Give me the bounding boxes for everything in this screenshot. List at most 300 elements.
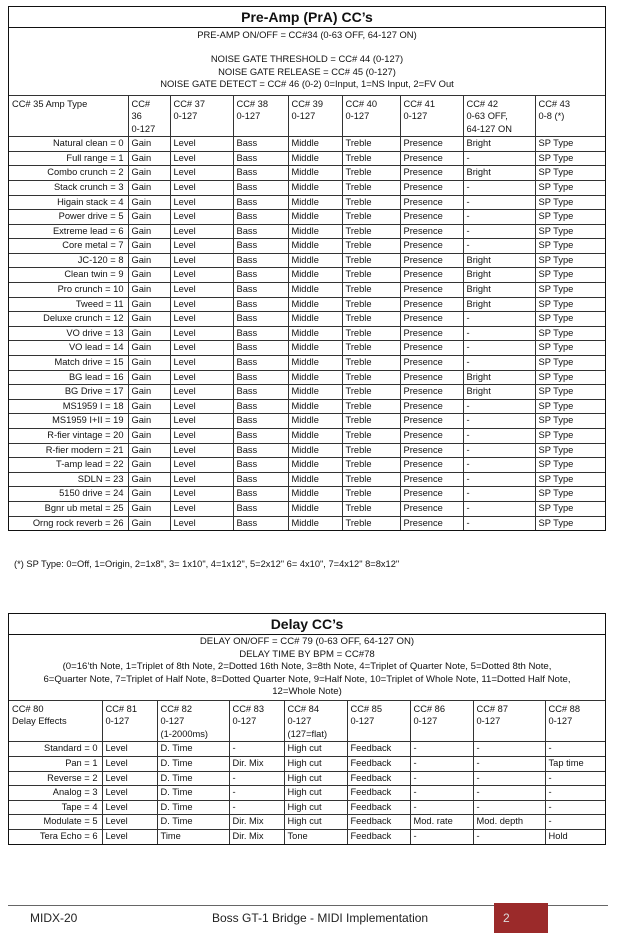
row-label: SDLN = 23: [9, 472, 128, 487]
table-cell: Treble: [342, 137, 400, 152]
table-cell: -: [410, 786, 473, 801]
table-cell: Level: [170, 297, 233, 312]
header-line: 0-63 OFF,: [466, 111, 508, 122]
table-cell: Middle: [288, 253, 342, 268]
delay-info-line: DELAY ON/OFF = CC# 79 (0-63 OFF, 64-127 ON): [199, 636, 415, 647]
table-cell: Level: [170, 312, 233, 327]
table-cell: SP Type: [535, 239, 605, 254]
table-cell: Tone: [284, 830, 347, 844]
table-cell: Gain: [128, 443, 170, 458]
header-line: 0-127: [232, 716, 257, 727]
table-row: [9, 487, 605, 502]
preamp-info-line: NOISE GATE RELEASE = CC# 45 (0-127): [218, 65, 396, 77]
row-label: Core metal = 7: [9, 239, 128, 254]
table-cell: Level: [170, 487, 233, 502]
header-line: CC# 40: [345, 98, 378, 109]
table-cell: Middle: [288, 516, 342, 530]
table-cell: Level: [170, 210, 233, 225]
table-cell: -: [410, 830, 473, 844]
table-cell: Presence: [400, 458, 463, 473]
table-cell: Level: [102, 771, 157, 786]
table-cell: Presence: [400, 137, 463, 152]
table-cell: Bass: [233, 210, 288, 225]
table-cell: Time: [157, 830, 229, 844]
delay-info: [9, 635, 605, 700]
table-cell: -: [463, 195, 535, 210]
table-cell: Middle: [288, 472, 342, 487]
delay-section: [8, 613, 606, 845]
delay-info-line: 12=Whole Note): [272, 686, 342, 698]
table-row: [9, 224, 605, 239]
table-cell: Bright: [463, 268, 535, 283]
table-cell: Gain: [128, 253, 170, 268]
table-cell: Presence: [400, 210, 463, 225]
header-line: 0-127: [291, 111, 316, 122]
table-row: [9, 757, 605, 772]
table-cell: Presence: [400, 326, 463, 341]
table-cell: Presence: [400, 487, 463, 502]
table-cell: Bright: [463, 370, 535, 385]
header-line: CC# 38: [236, 98, 269, 109]
table-row: [9, 429, 605, 444]
table-cell: Middle: [288, 312, 342, 327]
preamp-column-header: [9, 95, 128, 137]
table-cell: Middle: [288, 239, 342, 254]
row-label: MS1959 I = 18: [9, 399, 128, 414]
table-cell: Level: [102, 757, 157, 772]
table-cell: Treble: [342, 312, 400, 327]
table-cell: Gain: [128, 239, 170, 254]
table-row: [9, 180, 605, 195]
table-cell: -: [463, 239, 535, 254]
table-cell: Level: [170, 516, 233, 530]
table-cell: SP Type: [535, 341, 605, 356]
table-cell: D. Time: [157, 786, 229, 801]
table-cell: Bass: [233, 414, 288, 429]
table-cell: SP Type: [535, 399, 605, 414]
table-cell: Middle: [288, 443, 342, 458]
table-cell: Gain: [128, 399, 170, 414]
header-line: 64-127 ON: [466, 123, 512, 134]
header-line: 0-127: [160, 716, 185, 727]
table-cell: SP Type: [535, 210, 605, 225]
table-cell: Bright: [463, 297, 535, 312]
table-cell: Middle: [288, 385, 342, 400]
table-cell: Level: [102, 830, 157, 844]
preamp-column-header: [535, 95, 605, 137]
table-cell: Level: [170, 341, 233, 356]
table-cell: Treble: [342, 414, 400, 429]
table-cell: Bass: [233, 253, 288, 268]
header-line: 0-127: [131, 123, 156, 134]
table-row: [9, 370, 605, 385]
table-cell: Hold: [545, 830, 605, 844]
table-cell: -: [463, 429, 535, 444]
table-cell: Treble: [342, 210, 400, 225]
table-row: [9, 356, 605, 371]
header-line: CC# 41: [403, 98, 436, 109]
row-label: Standard = 0: [9, 742, 102, 757]
header-line: CC# 87: [476, 703, 509, 714]
table-row: [9, 195, 605, 210]
preamp-column-header: [288, 95, 342, 137]
preamp-info-line: NOISE GATE DETECT = CC# 46 (0-2) 0=Input, 1=NS Input, 2=FV Out: [160, 78, 454, 90]
table-cell: Bright: [463, 253, 535, 268]
table-cell: -: [463, 501, 535, 516]
table-cell: Treble: [342, 399, 400, 414]
table-cell: Level: [170, 137, 233, 152]
table-cell: Middle: [288, 356, 342, 371]
table-cell: -: [473, 771, 545, 786]
table-cell: -: [410, 742, 473, 757]
table-cell: -: [545, 786, 605, 801]
table-cell: Treble: [342, 472, 400, 487]
preamp-info-line: NOISE GATE THRESHOLD = CC# 44 (0-127): [210, 53, 404, 65]
table-cell: Bass: [233, 356, 288, 371]
table-cell: D. Time: [157, 815, 229, 830]
row-label: Combo crunch = 2: [9, 166, 128, 181]
table-cell: Middle: [288, 341, 342, 356]
table-row: [9, 326, 605, 341]
table-cell: Middle: [288, 458, 342, 473]
table-cell: Bass: [233, 180, 288, 195]
table-cell: Middle: [288, 151, 342, 166]
table-cell: D. Time: [157, 771, 229, 786]
table-cell: Gain: [128, 356, 170, 371]
table-cell: Gain: [128, 312, 170, 327]
table-cell: Dir. Mix: [229, 830, 284, 844]
table-cell: Middle: [288, 268, 342, 283]
table-row: [9, 815, 605, 830]
table-cell: Bass: [233, 151, 288, 166]
table-cell: SP Type: [535, 195, 605, 210]
table-row: [9, 385, 605, 400]
table-cell: Middle: [288, 283, 342, 298]
table-cell: SP Type: [535, 180, 605, 195]
table-cell: -: [463, 472, 535, 487]
delay-column-header: [473, 700, 545, 742]
table-cell: -: [463, 356, 535, 371]
table-cell: Presence: [400, 268, 463, 283]
table-cell: SP Type: [535, 472, 605, 487]
preamp-info-line: [9, 41, 605, 53]
table-cell: Bass: [233, 443, 288, 458]
footer-doc-id: MIDX-20: [30, 911, 78, 925]
table-cell: Bass: [233, 297, 288, 312]
table-cell: SP Type: [535, 268, 605, 283]
row-label: BG Drive = 17: [9, 385, 128, 400]
table-cell: Level: [170, 399, 233, 414]
table-cell: Treble: [342, 224, 400, 239]
table-cell: Gain: [128, 370, 170, 385]
table-cell: Presence: [400, 239, 463, 254]
table-cell: Bass: [233, 429, 288, 444]
table-cell: Gain: [128, 180, 170, 195]
header-line: CC# 86: [413, 703, 446, 714]
table-cell: Presence: [400, 356, 463, 371]
table-cell: Level: [170, 356, 233, 371]
table-cell: Feedback: [347, 800, 410, 815]
table-cell: Bass: [233, 487, 288, 502]
table-cell: Level: [170, 151, 233, 166]
table-cell: Presence: [400, 443, 463, 458]
table-cell: Treble: [342, 195, 400, 210]
table-cell: Bass: [233, 341, 288, 356]
header-line: 0-127: [105, 716, 130, 727]
preamp-section: [8, 6, 606, 531]
table-cell: Treble: [342, 429, 400, 444]
table-cell: Treble: [342, 326, 400, 341]
preamp-column-header: [128, 95, 170, 137]
table-cell: Level: [170, 268, 233, 283]
table-cell: Treble: [342, 268, 400, 283]
table-cell: Treble: [342, 166, 400, 181]
table-cell: SP Type: [535, 458, 605, 473]
header-line: CC#: [131, 98, 151, 109]
header-line: CC# 80: [12, 703, 44, 714]
table-cell: SP Type: [535, 166, 605, 181]
table-row: [9, 166, 605, 181]
row-label: R-fier vintage = 20: [9, 429, 128, 444]
table-cell: -: [545, 771, 605, 786]
table-row: [9, 239, 605, 254]
table-cell: -: [463, 443, 535, 458]
table-cell: SP Type: [535, 312, 605, 327]
table-cell: Gain: [128, 151, 170, 166]
table-row: [9, 268, 605, 283]
row-label: Natural clean = 0: [9, 137, 128, 152]
table-cell: Level: [170, 195, 233, 210]
row-label: JC-120 = 8: [9, 253, 128, 268]
table-cell: Feedback: [347, 771, 410, 786]
table-cell: -: [463, 326, 535, 341]
table-cell: SP Type: [535, 137, 605, 152]
table-cell: Gain: [128, 472, 170, 487]
table-cell: Middle: [288, 224, 342, 239]
table-cell: Gain: [128, 501, 170, 516]
header-line: Delay Effects: [12, 716, 67, 727]
table-cell: Bass: [233, 501, 288, 516]
row-label: MS1959 I+II = 19: [9, 414, 128, 429]
table-cell: Bright: [463, 166, 535, 181]
table-row: [9, 786, 605, 801]
table-cell: Treble: [342, 516, 400, 530]
table-cell: Presence: [400, 429, 463, 444]
table-cell: -: [463, 151, 535, 166]
delay-info-line: DELAY TIME BY BPM = CC#78: [239, 648, 375, 660]
table-cell: D. Time: [157, 800, 229, 815]
row-label: Bgnr ub metal = 25: [9, 501, 128, 516]
table-row: [9, 297, 605, 312]
table-row: [9, 137, 605, 152]
header-line: CC# 81: [105, 703, 138, 714]
table-cell: Treble: [342, 151, 400, 166]
header-line: 0-127: [548, 716, 573, 727]
table-cell: Treble: [342, 487, 400, 502]
row-label: Tera Echo = 6: [9, 830, 102, 844]
table-cell: Treble: [342, 297, 400, 312]
table-cell: Level: [170, 224, 233, 239]
table-cell: Bass: [233, 385, 288, 400]
row-label: 5150 drive = 24: [9, 487, 128, 502]
row-label: Higain stack = 4: [9, 195, 128, 210]
table-cell: -: [229, 786, 284, 801]
table-cell: Gain: [128, 487, 170, 502]
header-line: 0-127: [236, 111, 261, 122]
table-cell: Presence: [400, 472, 463, 487]
table-cell: Bass: [233, 268, 288, 283]
table-cell: -: [473, 757, 545, 772]
table-cell: SP Type: [535, 326, 605, 341]
table-cell: Presence: [400, 283, 463, 298]
page-number-badge: 2: [494, 903, 548, 933]
table-cell: Presence: [400, 180, 463, 195]
header-line: 0-8 (*): [538, 111, 565, 122]
table-cell: Presence: [400, 151, 463, 166]
header-line: CC# 82: [160, 703, 193, 714]
table-cell: Middle: [288, 429, 342, 444]
table-cell: Level: [170, 458, 233, 473]
table-cell: Treble: [342, 283, 400, 298]
table-cell: Dir. Mix: [229, 757, 284, 772]
table-row: [9, 399, 605, 414]
table-cell: SP Type: [535, 487, 605, 502]
table-cell: SP Type: [535, 385, 605, 400]
delay-column-header: [102, 700, 157, 742]
table-cell: Gain: [128, 385, 170, 400]
table-cell: High cut: [284, 757, 347, 772]
table-cell: -: [473, 830, 545, 844]
table-cell: Gain: [128, 516, 170, 530]
table-cell: High cut: [284, 742, 347, 757]
table-cell: Feedback: [347, 786, 410, 801]
table-cell: -: [545, 742, 605, 757]
table-cell: Level: [170, 385, 233, 400]
table-cell: Tap time: [545, 757, 605, 772]
table-cell: Gain: [128, 326, 170, 341]
table-cell: SP Type: [535, 443, 605, 458]
table-cell: Gain: [128, 210, 170, 225]
table-row: [9, 458, 605, 473]
table-row: [9, 501, 605, 516]
row-label: VO lead = 14: [9, 341, 128, 356]
delay-column-header: [410, 700, 473, 742]
table-cell: Level: [102, 742, 157, 757]
table-cell: -: [545, 815, 605, 830]
table-cell: Presence: [400, 516, 463, 530]
table-cell: Level: [102, 815, 157, 830]
table-cell: Presence: [400, 195, 463, 210]
header-line: (1-2000ms): [160, 728, 209, 739]
table-cell: Presence: [400, 385, 463, 400]
table-cell: -: [463, 458, 535, 473]
delay-column-header: [229, 700, 284, 742]
table-cell: Level: [170, 414, 233, 429]
table-cell: -: [545, 800, 605, 815]
table-cell: Level: [170, 472, 233, 487]
table-cell: Treble: [342, 458, 400, 473]
table-cell: Bass: [233, 458, 288, 473]
header-line: CC# 37: [173, 98, 206, 109]
row-label: Tweed = 11: [9, 297, 128, 312]
table-cell: Gain: [128, 137, 170, 152]
row-label: Extreme lead = 6: [9, 224, 128, 239]
table-cell: Bass: [233, 224, 288, 239]
preamp-info-line: PRE-AMP ON/OFF = CC#34 (0-63 OFF, 64-127 ON): [197, 29, 417, 40]
delay-info-line: (0=16’th Note, 1=Triplet of 8th Note, 2=Dotted 16th Note, 3=8th Note, 4=Triplet of Quarter Note, 5=Dotted 8th Note,: [62, 661, 552, 673]
table-cell: Bass: [233, 239, 288, 254]
row-label: Stack crunch = 3: [9, 180, 128, 195]
table-cell: SP Type: [535, 224, 605, 239]
table-cell: Bass: [233, 283, 288, 298]
table-cell: Gain: [128, 297, 170, 312]
preamp-title: Pre-Amp (PrA) CC’s: [9, 7, 605, 28]
preamp-column-header: [170, 95, 233, 137]
row-label: Orng rock reverb = 26: [9, 516, 128, 530]
table-cell: SP Type: [535, 370, 605, 385]
preamp-info: [9, 28, 605, 95]
table-cell: Presence: [400, 414, 463, 429]
table-cell: Feedback: [347, 757, 410, 772]
table-cell: Presence: [400, 501, 463, 516]
table-row: [9, 253, 605, 268]
table-cell: Treble: [342, 356, 400, 371]
delay-column-header: [545, 700, 605, 742]
table-row: [9, 312, 605, 327]
table-cell: -: [410, 771, 473, 786]
table-cell: Middle: [288, 501, 342, 516]
header-line: CC# 88: [548, 703, 581, 714]
row-label: T-amp lead = 22: [9, 458, 128, 473]
header-line: CC# 84: [287, 703, 320, 714]
table-cell: Level: [170, 326, 233, 341]
table-cell: Presence: [400, 297, 463, 312]
row-label: R-fier modern = 21: [9, 443, 128, 458]
table-cell: Gain: [128, 166, 170, 181]
table-cell: Presence: [400, 312, 463, 327]
table-cell: D. Time: [157, 757, 229, 772]
table-cell: Feedback: [347, 815, 410, 830]
header-line: 0-127: [350, 716, 375, 727]
table-cell: Middle: [288, 195, 342, 210]
table-cell: SP Type: [535, 297, 605, 312]
table-row: [9, 341, 605, 356]
table-cell: SP Type: [535, 414, 605, 429]
row-label: VO drive = 13: [9, 326, 128, 341]
row-label: Analog = 3: [9, 786, 102, 801]
header-line: (127=flat): [287, 728, 328, 739]
table-cell: -: [473, 800, 545, 815]
table-cell: Middle: [288, 370, 342, 385]
table-cell: SP Type: [535, 283, 605, 298]
table-cell: Middle: [288, 210, 342, 225]
table-cell: SP Type: [535, 253, 605, 268]
table-cell: Presence: [400, 224, 463, 239]
row-label: Match drive = 15: [9, 356, 128, 371]
table-cell: Bright: [463, 385, 535, 400]
table-cell: Treble: [342, 341, 400, 356]
table-cell: -: [463, 414, 535, 429]
table-cell: SP Type: [535, 501, 605, 516]
table-cell: Level: [170, 443, 233, 458]
table-cell: Treble: [342, 370, 400, 385]
table-cell: -: [463, 487, 535, 502]
table-row: [9, 516, 605, 530]
row-label: BG lead = 16: [9, 370, 128, 385]
table-cell: Level: [170, 239, 233, 254]
table-cell: Middle: [288, 487, 342, 502]
table-row: [9, 414, 605, 429]
